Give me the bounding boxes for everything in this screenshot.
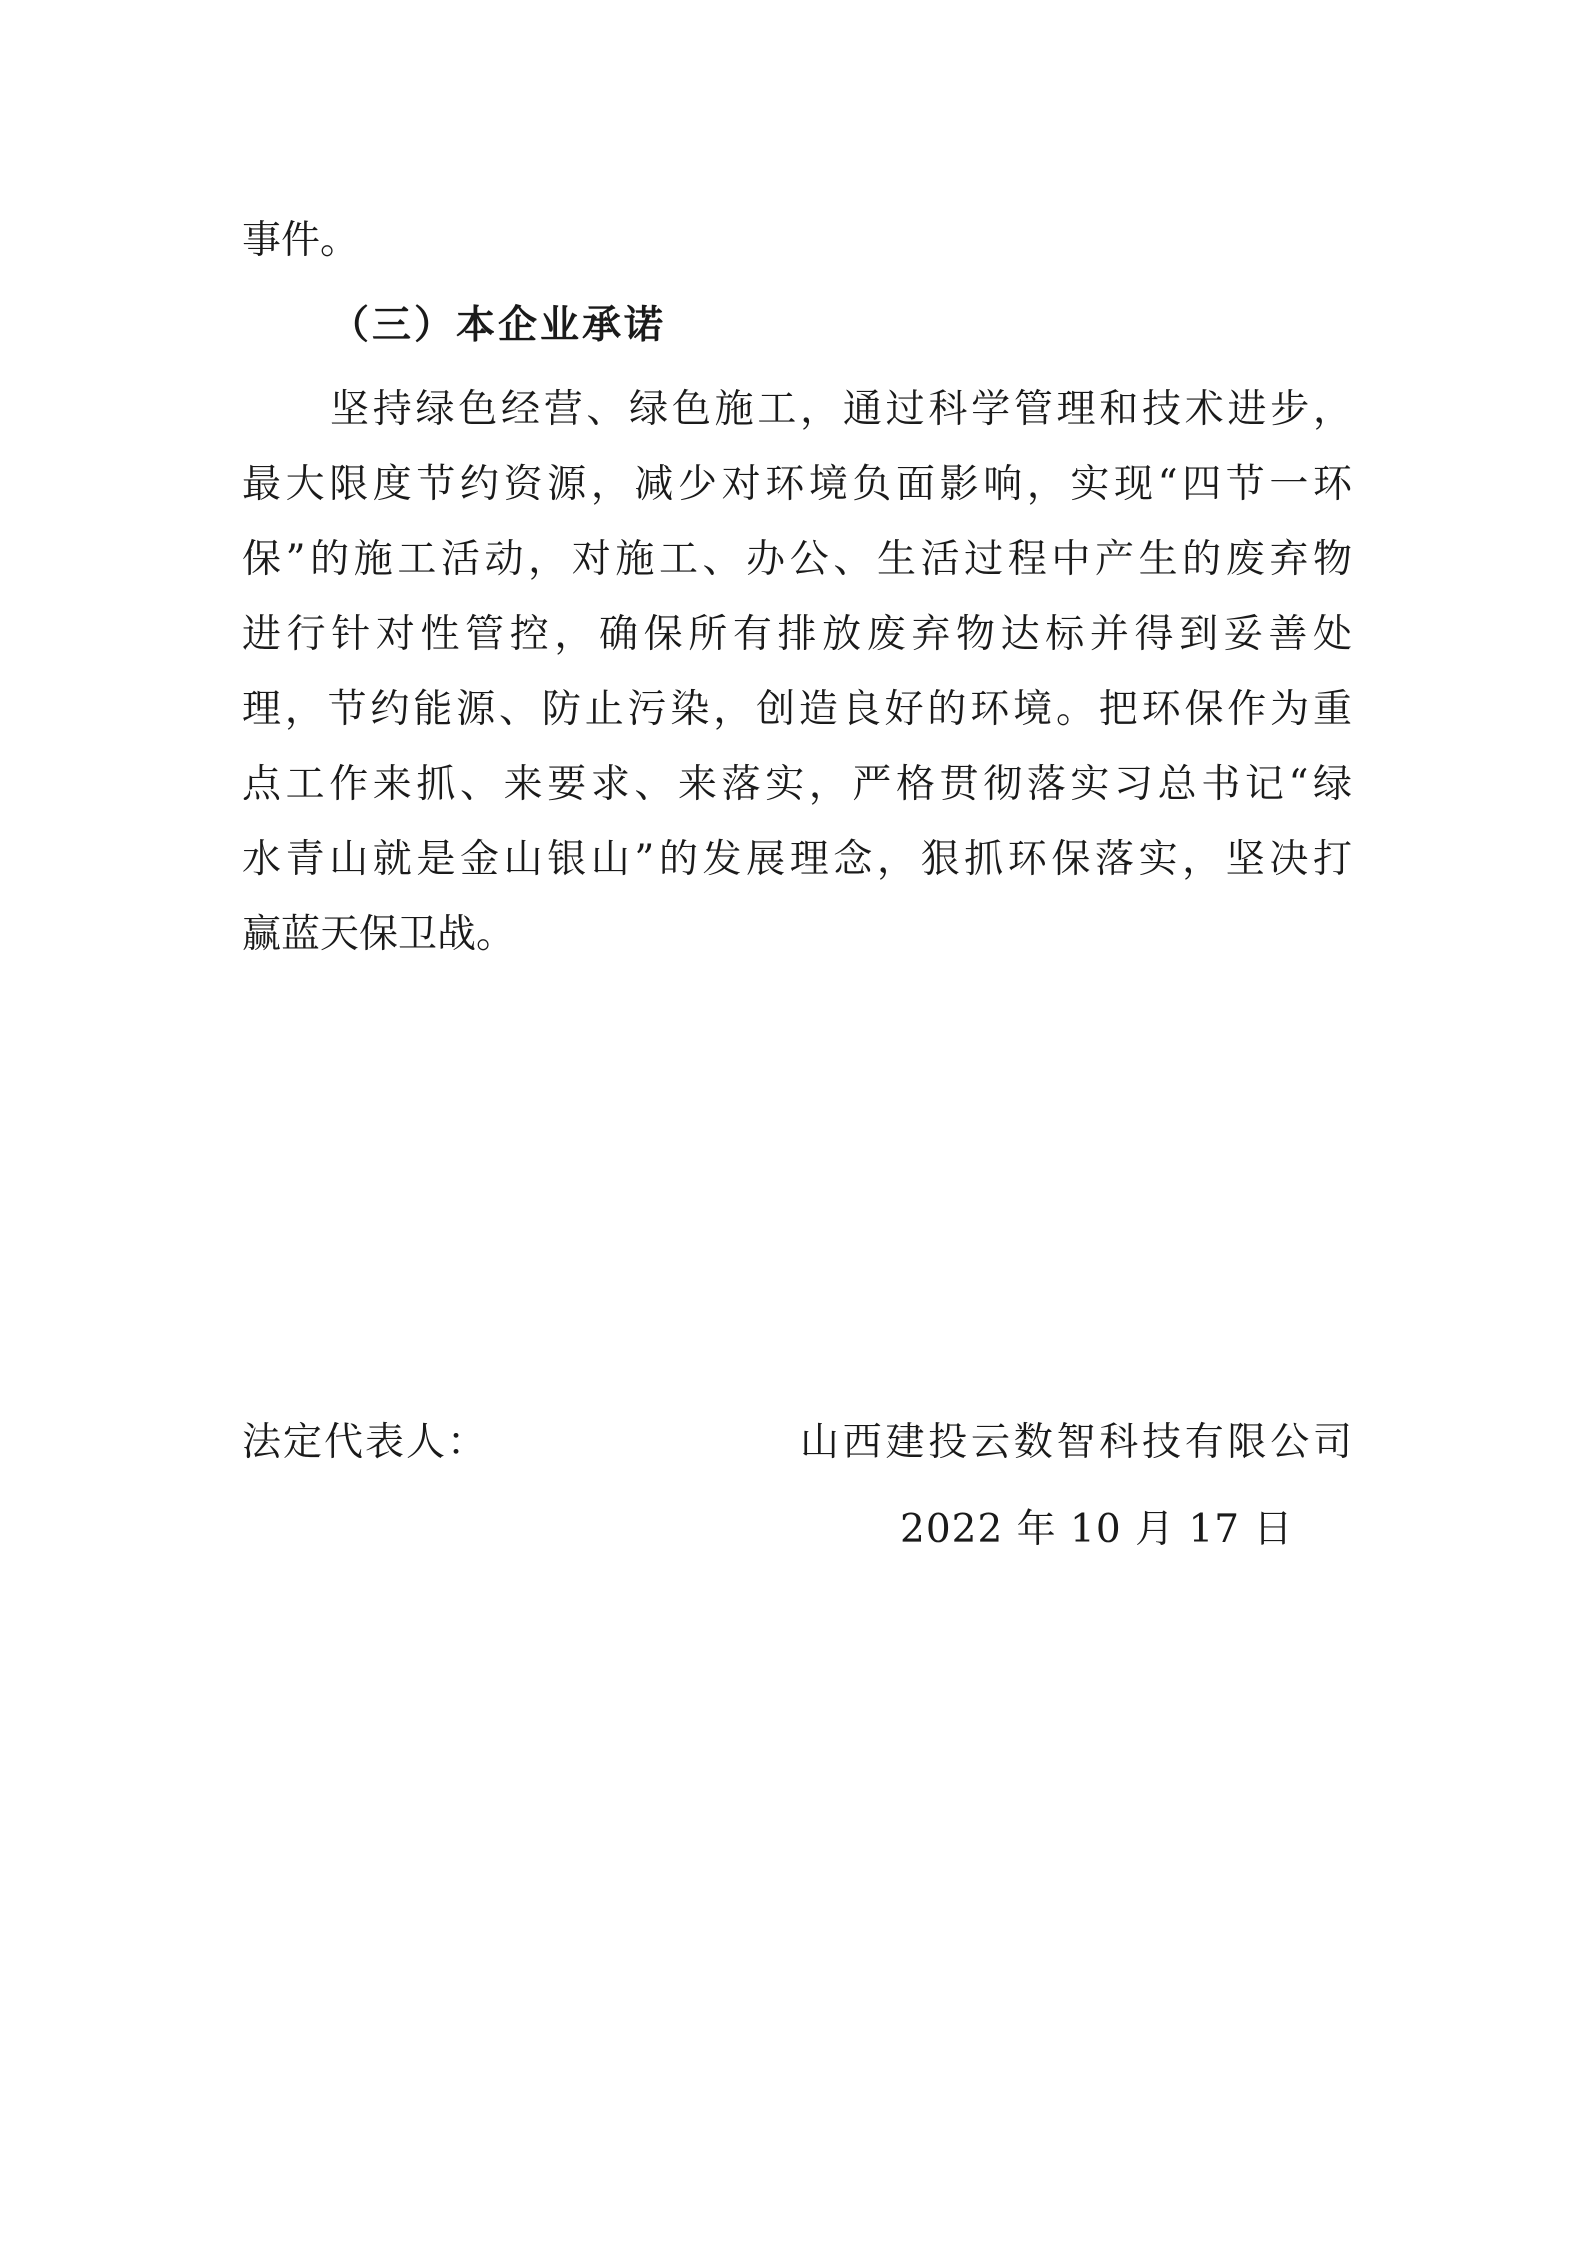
continuation-line: 事件。 xyxy=(242,218,360,263)
paragraph-line: 赢蓝天保卫战。 xyxy=(242,912,516,957)
paragraph-line: 坚持绿色经营、绿色施工，通过科学管理和技术进步， xyxy=(330,387,1352,432)
section-heading: （三）本企业承诺 xyxy=(330,302,667,348)
legal-representative-label: 法定代表人： xyxy=(242,1420,489,1465)
company-name: 山西建投云数智科技有限公司 xyxy=(800,1420,1352,1465)
paragraph-line: 点工作来抓、来要求、来落实，严格贯彻落实习总书记“绿 xyxy=(242,762,1352,807)
paragraph-line: 保”的施工活动，对施工、办公、生活过程中产生的废弃物 xyxy=(242,537,1352,582)
paragraph-line: 最大限度节约资源，减少对环境负面影响，实现“四节一环 xyxy=(242,462,1352,507)
paragraph-line: 理，节约能源、防止污染，创造良好的环境。把环保作为重 xyxy=(242,687,1352,732)
signature-date: 2022 年 10 月 17 日 xyxy=(900,1507,1294,1552)
paragraph-line: 进行针对性管控，确保所有排放废弃物达标并得到妥善处 xyxy=(242,612,1352,657)
paragraph-line: 水青山就是金山银山”的发展理念，狠抓环保落实，坚决打 xyxy=(242,837,1352,882)
